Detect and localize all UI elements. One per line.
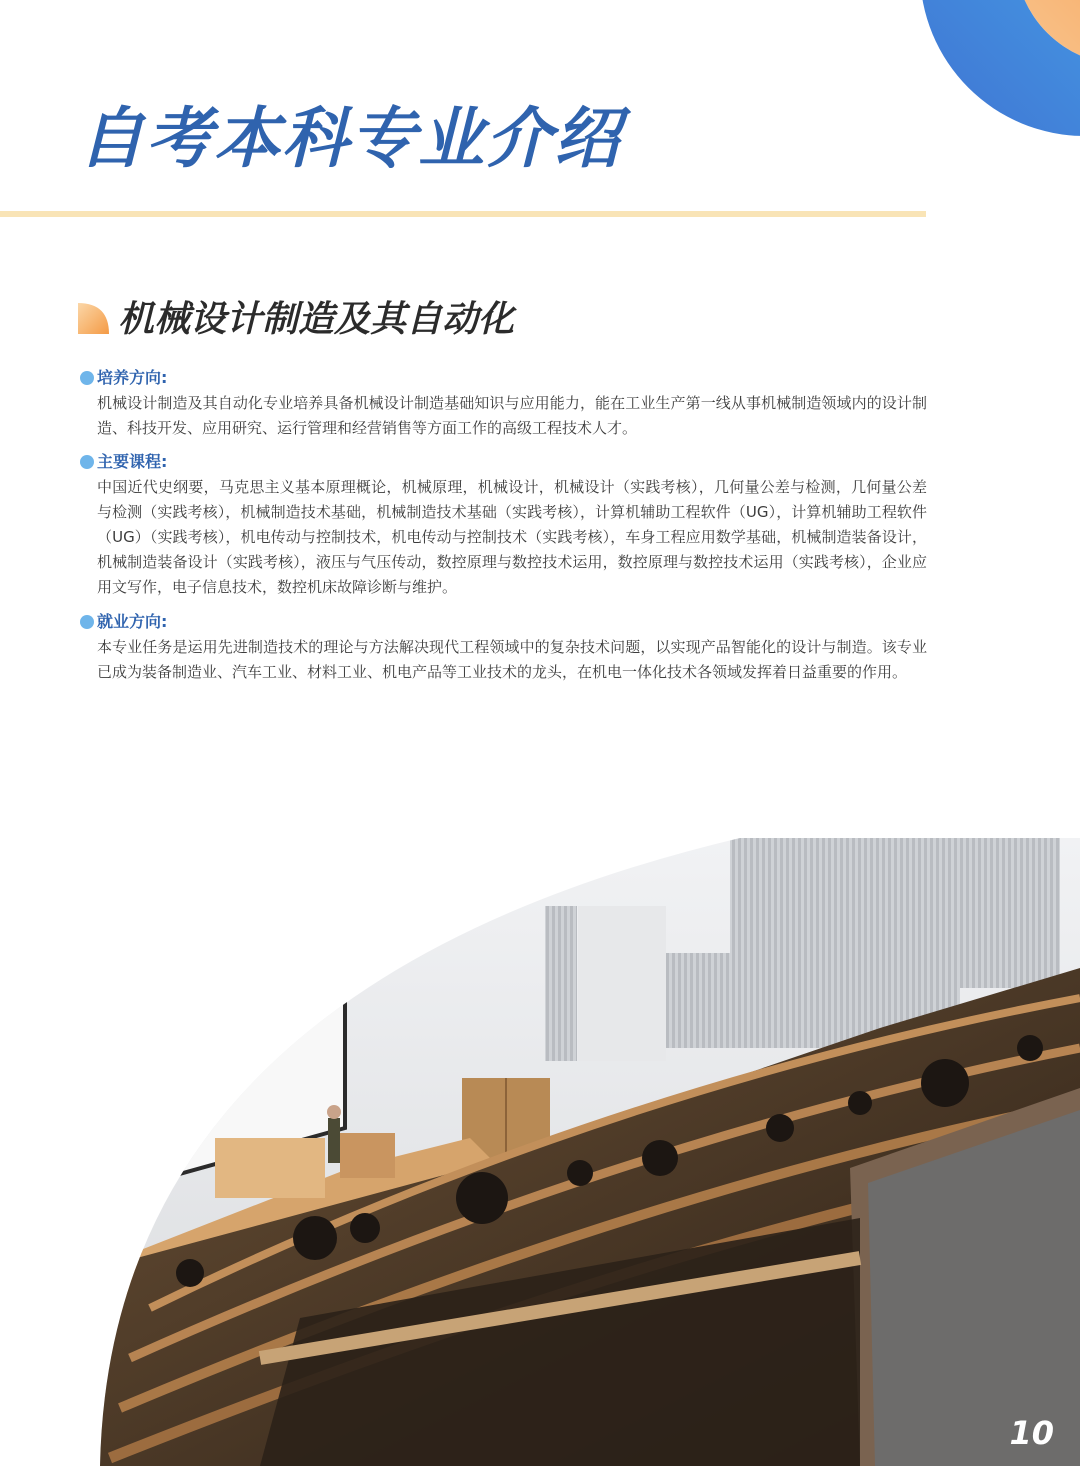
block-label: 培养方向:	[97, 368, 168, 387]
page-title: 自考本科专业介绍	[78, 100, 622, 177]
block-label: 主要课程:	[97, 452, 168, 471]
lecture-hall-photo	[0, 838, 1080, 1466]
section-title: 机械设计制造及其自动化	[118, 299, 515, 340]
block-text: 本专业任务是运用先进制造技术的理论与方法解决现代工程领域中的复杂技术问题，以实现产品智能化的设计与制造。该专业已成为装备制造业、汽车工业、材料工业、机电产品等工业技术的龙头，在机电一体化技术各领域发挥着日益重要的作用。	[97, 638, 927, 681]
bullet-icon	[80, 455, 94, 469]
section-marker-icon	[78, 303, 109, 334]
bullet-icon	[80, 615, 94, 629]
block-label: 就业方向:	[97, 612, 168, 631]
block-text: 中国近代史纲要，马克思主义基本原理概论，机械原理，机械设计，机械设计（实践考核），几何量公差与检测，几何量公差与检测（实践考核），机械制造技术基础，机械制造技术基础（实践考核），计算机辅助工程软件（UG），计算机辅助工程软件（UG）（实践考核），机电传动与控制技术，机电传动与控制技术（实践考核），车身工程应用数学基础，机械制造装备设计，机械制造装备设计（实践考核），液压与气压传动，数控原理与数控技术运用，数控原理与数控技术运用（实践考核），企业应用文写作，电子信息技术，数控机床故障诊断与维护。	[97, 478, 927, 596]
bullet-icon	[80, 371, 94, 385]
page-number: 10	[1009, 1414, 1054, 1452]
title-divider	[0, 211, 926, 217]
block-training-direction	[80, 365, 930, 441]
block-employment-direction	[80, 609, 930, 685]
corner-decoration	[910, 0, 1080, 170]
block-text: 机械设计制造及其自动化专业培养具备机械设计制造基础知识与应用能力，能在工业生产第一线从事机械制造领域内的设计制造、科技开发、应用研究、运行管理和经营销售等方面工作的高级工程技术人才。	[97, 394, 927, 437]
block-main-courses	[80, 449, 930, 600]
